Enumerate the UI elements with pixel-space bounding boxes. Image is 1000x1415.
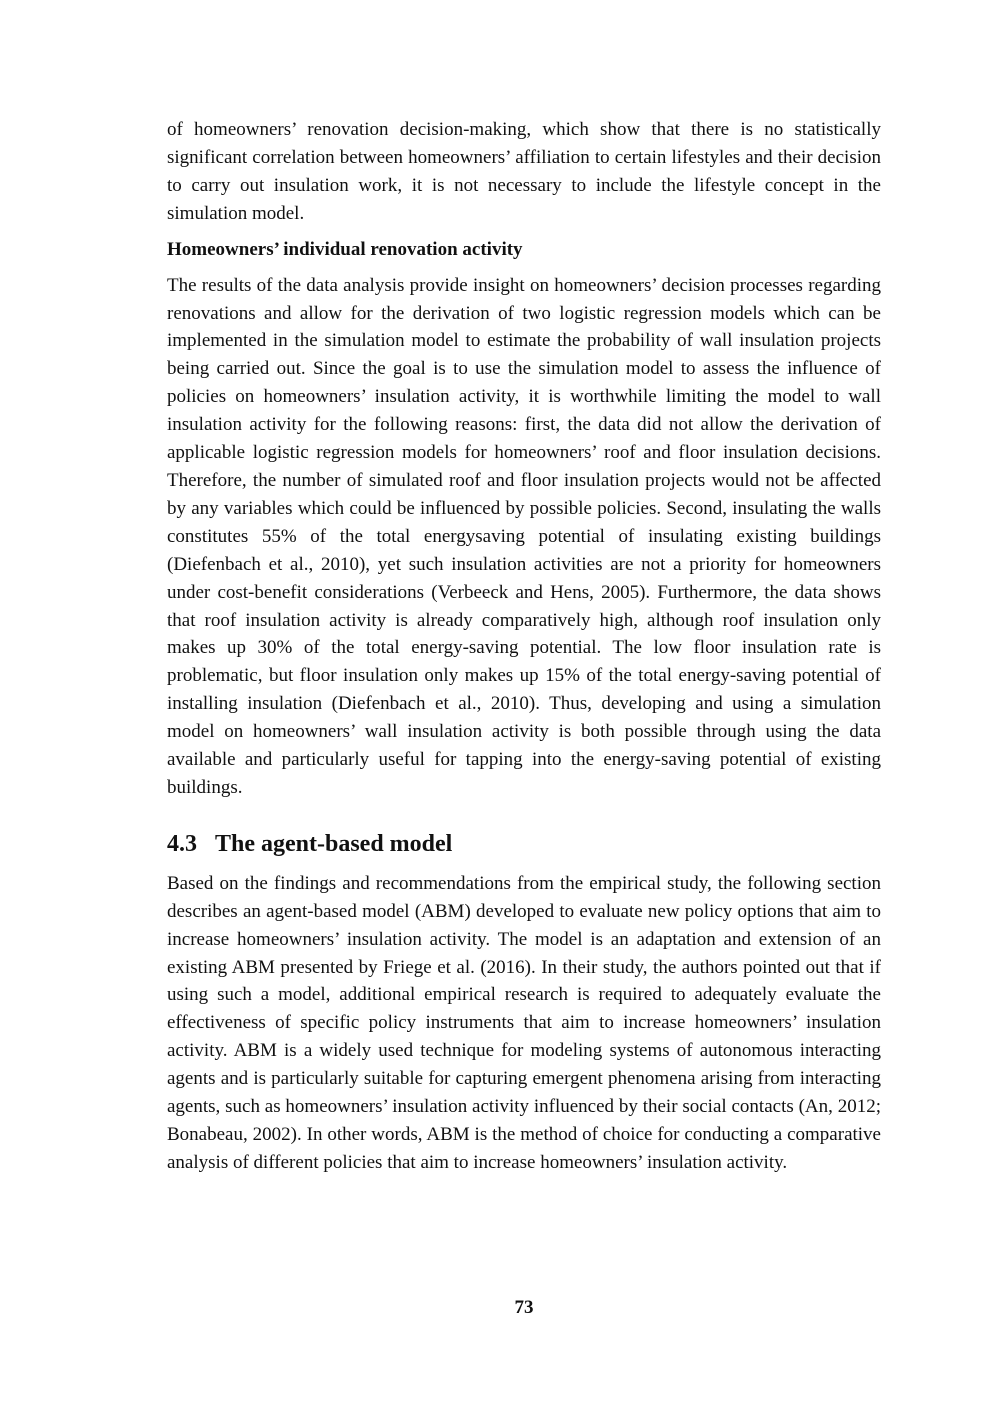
page-number: 73: [514, 1297, 534, 1318]
section-number: 4.3: [167, 830, 197, 857]
subheading-renovation-activity: Homeowners’ individual renovation activity: [167, 238, 523, 260]
text-column: [167, 116, 881, 1177]
section-heading: [167, 827, 881, 861]
section-title: The agent-based model: [215, 830, 453, 857]
paragraph-continued: of homeowners’ renovation decision-making, which show that there is no statistically significant correlation between homeowners’ affiliation to certain lifestyles and their decision to carry out insulation work, it is not necessary to include the lifestyle concept in the simulation model.: [167, 119, 881, 224]
paragraph-renovation-activity: The results of the data analysis provide insight on homeowners’ decision processes regarding renovations and allow for the derivation of two logistic regression models which can be implemented in the simulation model to estimate the probability of wall insulation projects being carried out. Since the goal is to use the simulation model to assess the influence of policies on homeowners’ insulation activity, it is worthwhile limiting the model to wall insulation activity for the following reasons: first, the data did not allow the derivation of applicable logistic regression models for homeowners’ roof and floor insulation decisions. Therefore, the number of simulated roof and floor insulation projects would not be affected by any variables which could be influenced by possible policies. Second, insulating the walls constitutes 55% of the total energysaving potential of insulating existing buildings (Diefenbach et al., 2010), yet such insulation activities are not a priority for homeowners under cost-benefit considerations (Verbeeck and Hens, 2005). Furthermore, the data shows that roof insulation activity is already comparatively high, although roof insulation only makes up 30% of the total energy-saving potential. The low floor insulation rate is problematic, but floor insulation only makes up 15% of the total energy-saving potential of installing insulation (Diefenbach et al., 2010). Thus, developing and using a simulation model on homeowners’ wall insulation activity is both possible through using the data available and particularly useful for tapping into the energy-saving potential of existing buildings.: [167, 274, 881, 798]
paragraph-agent-based-model: Based on the findings and recommendations from the empirical study, the following section describes an agent-based model (ABM) developed to evaluate new policy options that aim to increase homeowners’ insulation activity. The model is an adaptation and extension of an existing ABM presented by Friege et al. (2016). In their study, the authors pointed out that if using such a model, additional empirical research is required to adequately evaluate the effectiveness of specific policy instruments that aim to increase homeowners’ insulation activity. ABM is a widely used technique for modeling systems of autonomous interacting agents and is particularly suitable for capturing emergent phenomena arising from interacting agents, such as homeowners’ insulation activity influenced by their social contacts (An, 2012; Bonabeau, 2002). In other words, ABM is the method of choice for conducting a comparative analysis of different policies that aim to increase homeowners’ insulation activity.: [167, 872, 881, 1173]
